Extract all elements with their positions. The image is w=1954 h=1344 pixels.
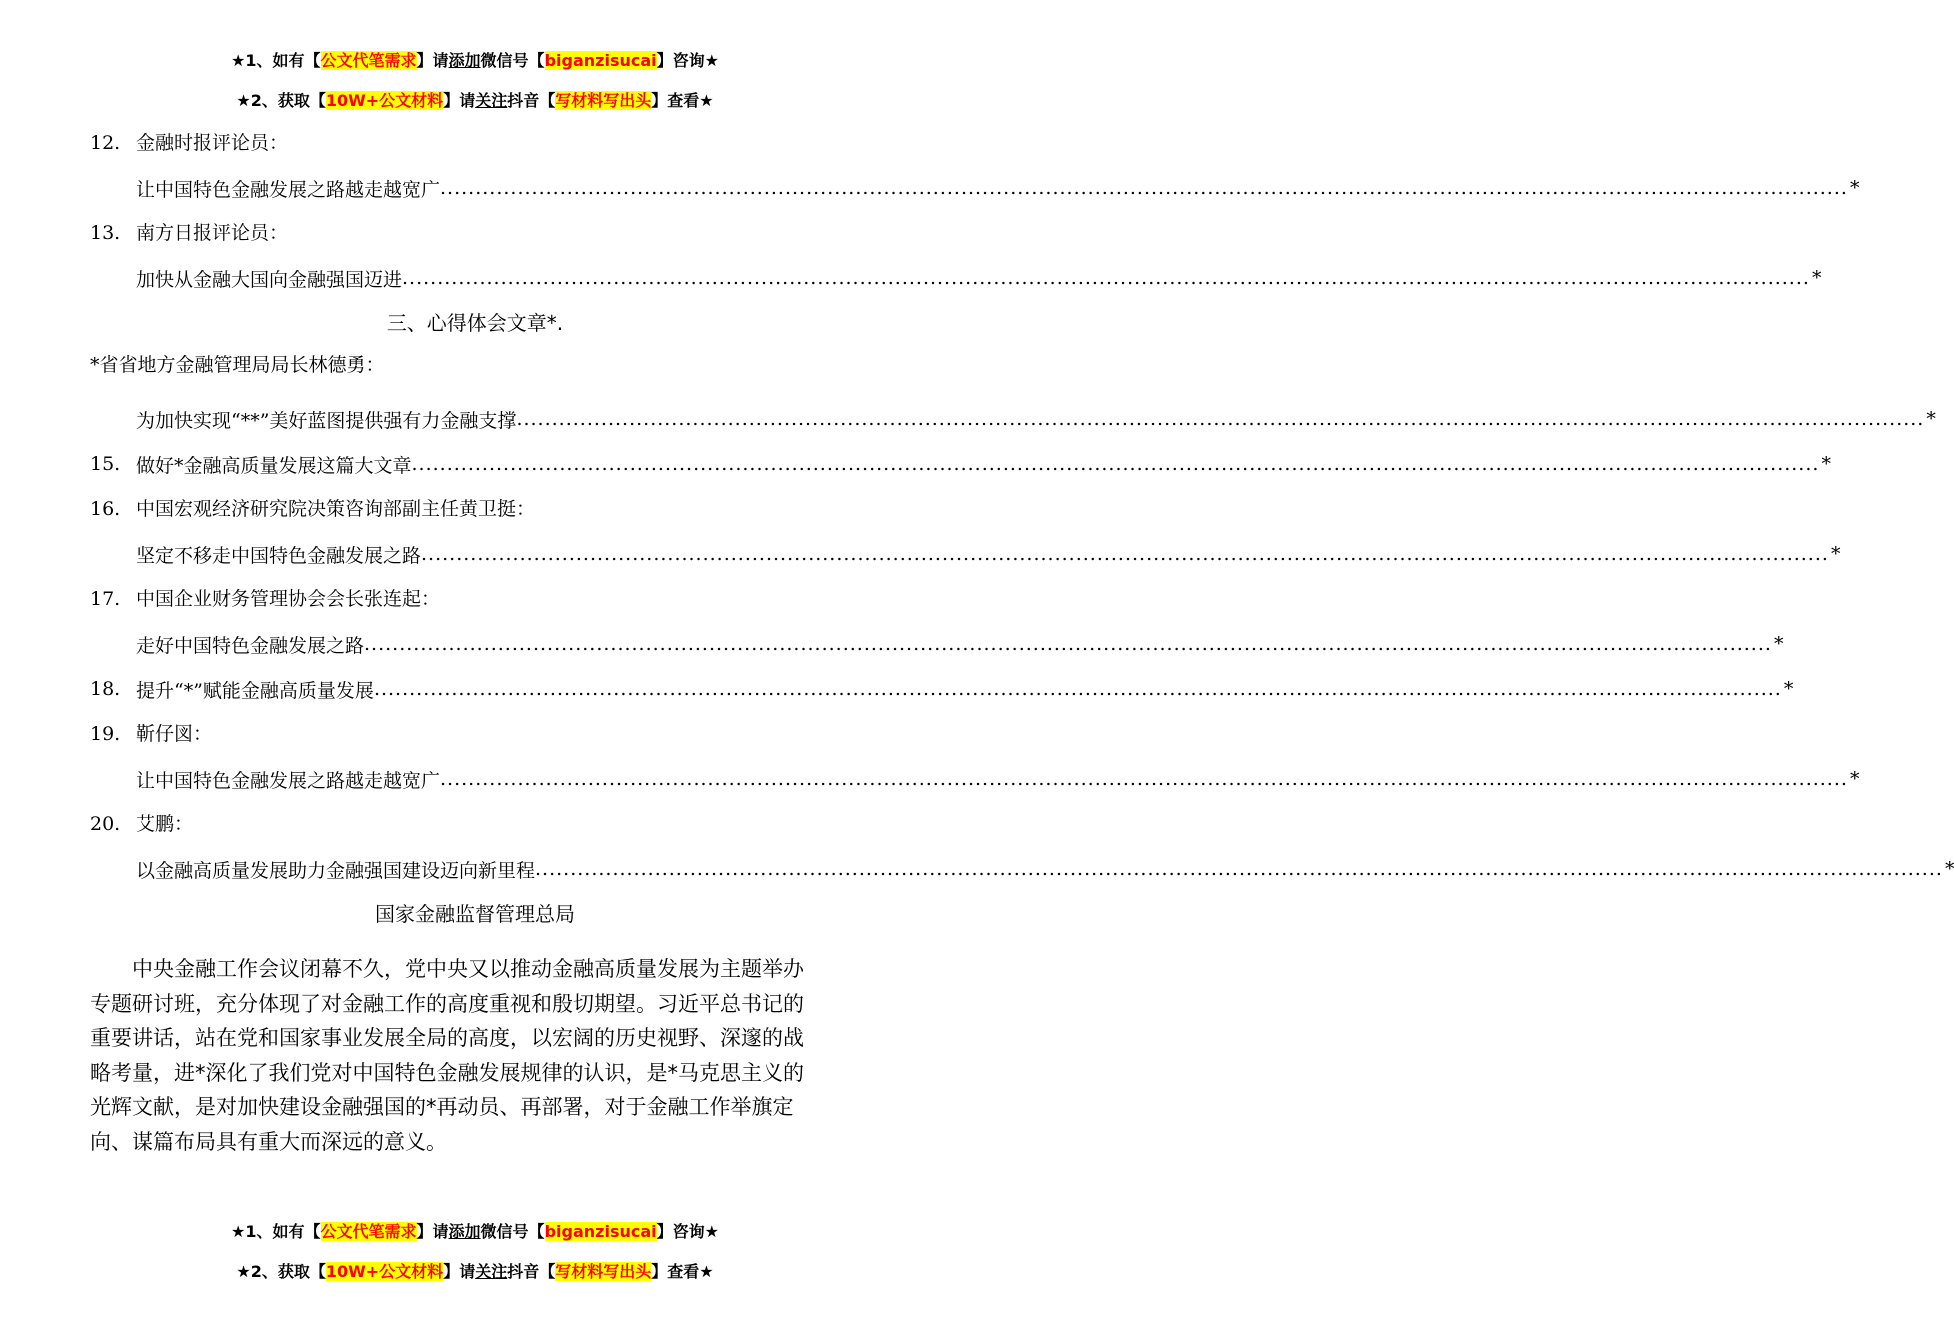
- toc-number: 13.: [90, 222, 121, 244]
- toc-leader-dots: ........................................................................................................................................................................................................: [364, 633, 1772, 655]
- toc-author-row: [90, 126, 288, 160]
- header-banner-line-1: ★1、如有【公文代笔需求】请添加微信号【biganzisucai】咨询★: [231, 51, 719, 70]
- toc-leader-dots: ........................................................................................................................................................................................................: [535, 858, 1943, 880]
- toc-number-row: [90, 672, 136, 706]
- toc-author: 南方日报评论员：: [136, 222, 289, 244]
- article-paragraph: [90, 952, 854, 1159]
- toc-author: *省省地方金融管理局局长林德勇：: [90, 354, 385, 376]
- toc-entry-title: 走好中国特色金融发展之路: [136, 634, 365, 657]
- toc-leader-dots: ........................................................................................................................................................................................................: [402, 267, 1810, 289]
- footer-banner-line-2: ★2、获取【10W+公文材料】请关注抖音【写材料写出头】查看★: [236, 1262, 714, 1281]
- toc-page: *: [1849, 177, 1860, 199]
- toc-page: *: [1783, 678, 1794, 700]
- toc-number: 15.: [90, 453, 121, 475]
- toc-page: *: [1811, 267, 1822, 289]
- toc-author-row: [90, 582, 440, 616]
- toc-author-row: [90, 807, 193, 841]
- toc-entry[interactable]: [136, 627, 1784, 661]
- paragraph-line: 中央金融工作会议闭幕不久，党中央又以推动金融高质量发展为主题举办: [90, 957, 804, 981]
- toc-leader-dots: ........................................................................................................................................................................................................: [516, 408, 1925, 430]
- toc-entry[interactable]: [136, 402, 1936, 436]
- highlight-douyin: 写材料写出头: [555, 91, 652, 110]
- highlight-materials: 10W+公文材料: [325, 1262, 444, 1281]
- paragraph-line: 向、谋篇布局具有重大而深远的意义。: [90, 1129, 447, 1154]
- toc-entry-title: 以金融高质量发展助力金融强国建设迈向新里程: [136, 859, 536, 882]
- toc-page: *: [1926, 408, 1936, 430]
- highlight-douyin: 写材料写出头: [555, 1262, 652, 1281]
- toc-author-row: [90, 216, 288, 250]
- toc-author: 中国宏观经济研究院决策咨询部副主任黄卫挺：: [136, 498, 536, 520]
- toc-page: *: [1821, 453, 1831, 475]
- toc-number: 19.: [90, 723, 121, 745]
- paragraph-line: 重要讲话，站在党和国家事业发展全局的高度，以宏阔的历史视野、深邃的战: [90, 1026, 804, 1050]
- article-heading: 国家金融监督管理总局: [375, 902, 575, 926]
- toc-entry-title: 坚定不移走中国特色金融发展之路: [136, 544, 422, 567]
- toc-entry-title: 加快从金融大国向金融强国迈进: [136, 268, 403, 291]
- toc-number-row: [90, 447, 136, 481]
- toc-number: 17.: [90, 588, 121, 610]
- toc-page: *: [1849, 768, 1860, 790]
- header-banner-line-2: ★2、获取【10W+公文材料】请关注抖音【写材料写出头】查看★: [236, 91, 714, 110]
- highlight-service: 公文代笔需求: [320, 1222, 417, 1241]
- toc-entry-title: 让中国特色金融发展之路越走越宽广: [136, 178, 441, 201]
- toc-entry[interactable]: [136, 447, 1831, 481]
- toc-entry[interactable]: [136, 261, 1822, 295]
- paragraph-line: 略考量，进*深化了我们党对中国特色金融发展规律的认识，是*马克思主义的: [90, 1060, 804, 1085]
- toc-number: 18.: [90, 678, 121, 700]
- highlight-wechat-id: biganzisucai: [544, 1222, 657, 1241]
- toc-entry[interactable]: [136, 672, 1794, 706]
- toc-author-row: [90, 492, 535, 526]
- toc-page: *: [1944, 858, 1954, 880]
- highlight-materials: 10W+公文材料: [325, 91, 444, 110]
- toc-author: 中国企业财务管理协会会长张连起：: [136, 588, 441, 610]
- toc-entry-title: 为加快实现“**”美好蓝图提供强有力金融支撑: [136, 409, 517, 432]
- toc-entry-title: 提升“*”赋能金融高质量发展: [136, 679, 374, 702]
- toc-leader-dots: ........................................................................................................................................................................................................: [411, 453, 1820, 475]
- toc-page: *: [1830, 543, 1841, 565]
- section-heading: 三、心得体会文章*.: [386, 311, 564, 335]
- toc-leader-dots: ........................................................................................................................................................................................................: [373, 678, 1782, 700]
- paragraph-line: 光辉文献，是对加快建设金融强国的*再动员、再部署，对于金融工作举旗定: [90, 1095, 794, 1119]
- toc-author-row: [90, 348, 385, 382]
- toc-entry[interactable]: [136, 171, 1860, 205]
- highlight-service: 公文代笔需求: [320, 51, 417, 70]
- toc-entry[interactable]: [136, 852, 1954, 886]
- toc-leader-dots: ........................................................................................................................................................................................................: [440, 177, 1848, 199]
- toc-number: 12.: [90, 132, 121, 154]
- toc-entry-title: 让中国特色金融发展之路越走越宽广: [136, 769, 441, 792]
- toc-number: 20.: [90, 813, 121, 835]
- toc-author: 艾鹏：: [136, 813, 194, 835]
- toc-author: 金融时报评论员：: [136, 132, 289, 154]
- footer-banner-line-1: ★1、如有【公文代笔需求】请添加微信号【biganzisucai】咨询★: [231, 1222, 719, 1241]
- toc-page: *: [1773, 633, 1784, 655]
- toc-leader-dots: ........................................................................................................................................................................................................: [440, 768, 1848, 790]
- toc-entry[interactable]: [136, 537, 1841, 571]
- toc-entry[interactable]: [136, 762, 1860, 796]
- toc-entry-title: 做好*金融高质量发展这篇大文章: [136, 454, 412, 477]
- paragraph-line: 专题研讨班，充分体现了对金融工作的高度重视和殷切期望。习近平总书记的: [90, 991, 804, 1016]
- highlight-wechat-id: biganzisucai: [544, 51, 657, 70]
- toc-leader-dots: ........................................................................................................................................................................................................: [421, 543, 1829, 565]
- toc-author-row: [90, 717, 212, 751]
- toc-number: 16.: [90, 498, 121, 520]
- toc-author: 靳仔図：: [136, 723, 213, 745]
